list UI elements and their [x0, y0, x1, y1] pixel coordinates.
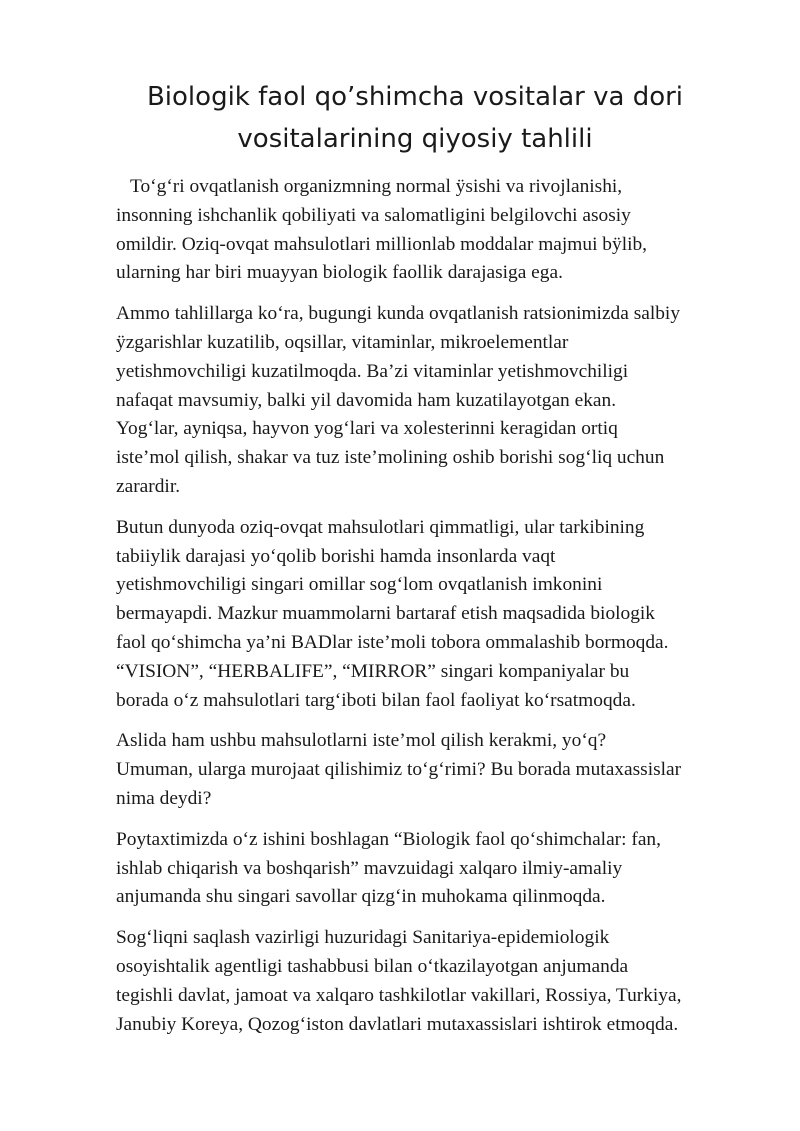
paragraph-6 — [116, 924, 756, 1039]
text-line: Yog‘lar, ayniqsa, hayvon yog‘lari va xolesterinni keragidan ortiq — [116, 418, 618, 440]
document-title — [100, 76, 730, 160]
text-line: Janubiy Koreya, Qozog‘iston davlatlari mutaxassislari ishtirok etmoqda. — [116, 1013, 679, 1035]
text-line: bermayapdi. Mazkur muammolarni bartaraf etish maqsadida biologik — [116, 603, 655, 625]
text-line: Umuman, ularga murojaat qilishimiz to‘g‘rimi? Bu borada mutaxassislar — [116, 759, 682, 781]
text-line: ularning har biri muayyan biologik faollik darajasiga ega. — [116, 262, 563, 284]
text-line: Butun dunyoda oziq-ovqat mahsulotlari qimmatligi, ular tarkibining — [116, 516, 645, 538]
text-line: nima deydi? — [116, 787, 212, 809]
text-line: tabiiylik darajasi yo‘qolib borishi hamda insonlarda vaqt — [116, 545, 556, 567]
text-line: ishlab chiqarish va boshqarish” mavzuidagi xalqaro ilmiy-amaliy — [116, 857, 623, 879]
paragraph-4 — [116, 727, 756, 813]
text-line: insonning ishchanlik qobiliyati va salomatligini belgilovchi asosiy — [116, 204, 631, 226]
title-line: Biologik faol qo’shimcha vositalar va dori — [146, 82, 684, 112]
text-line: osoyishtalik agentligi tashabbusi bilan o‘tkazilayotgan anjumanda — [116, 955, 629, 977]
text-line: faol qo‘shimcha ya’ni BADlar iste’moli tobora ommalashib bormoqda. — [116, 631, 669, 653]
text-line: zarardir. — [116, 475, 181, 497]
text-line: borada o‘z mahsulotlari targ‘iboti bilan faol faoliyat ko‘rsatmoqda. — [116, 689, 636, 711]
text-line: Ammo tahlillarga ko‘ra, bugungi kunda ovqatlanish ratsionimizda salbiy — [116, 303, 681, 325]
paragraph-5 — [116, 826, 756, 912]
text-line: To‘g‘ri ovqatlanish organizmning normal ÿsishi va rivojlanishi, — [130, 176, 623, 197]
paragraph-2 — [116, 300, 756, 502]
text-line: tegishli davlat, jamoat va xalqaro tashkilotlar vakillari, Rossiya, Turkiya, — [116, 984, 682, 1006]
document-body — [116, 173, 756, 1051]
paragraph-3 — [116, 514, 756, 716]
text-line: Sog‘liqni saqlash vazirligi huzuridagi Sanitariya-epidemiologik — [116, 927, 610, 949]
text-line: Aslida ham ushbu mahsulotlarni iste’mol qilish kerakmi, yo‘q? — [116, 730, 607, 752]
text-line: Poytaxtimizda o‘z ishini boshlagan “Biologik faol qo‘shimchalar: fan, — [116, 828, 661, 850]
title-line: vositalarining qiyosiy tahlili — [237, 124, 593, 154]
text-line: “VISION”, “HERBALIFE”, “MIRROR” singari kompaniyalar bu — [116, 660, 630, 682]
text-line: yetishmovchiligi singari omillar sog‘lom ovqatlanish imkonini — [116, 574, 603, 596]
text-line: anjumanda shu singari savollar qizg‘in muhokama qilinmoqda. — [116, 886, 606, 908]
text-line: iste’mol qilish, shakar va tuz iste’molining oshib borishi sog‘liq uchun — [116, 447, 665, 469]
text-line: yetishmovchiligi kuzatilmoqda. Ba’zi vitaminlar yetishmovchiligi — [116, 360, 629, 382]
paragraph-1 — [116, 173, 756, 288]
text-line: omildir. Oziq-ovqat mahsulotlari millionlab moddalar majmui bÿlib, — [116, 233, 648, 255]
text-line: nafaqat mavsumiy, balki yil davomida ham kuzatilayotgan ekan. — [116, 389, 617, 411]
text-line: ÿzgarishlar kuzatilib, oqsillar, vitaminlar, mikroelementlar — [116, 331, 569, 353]
